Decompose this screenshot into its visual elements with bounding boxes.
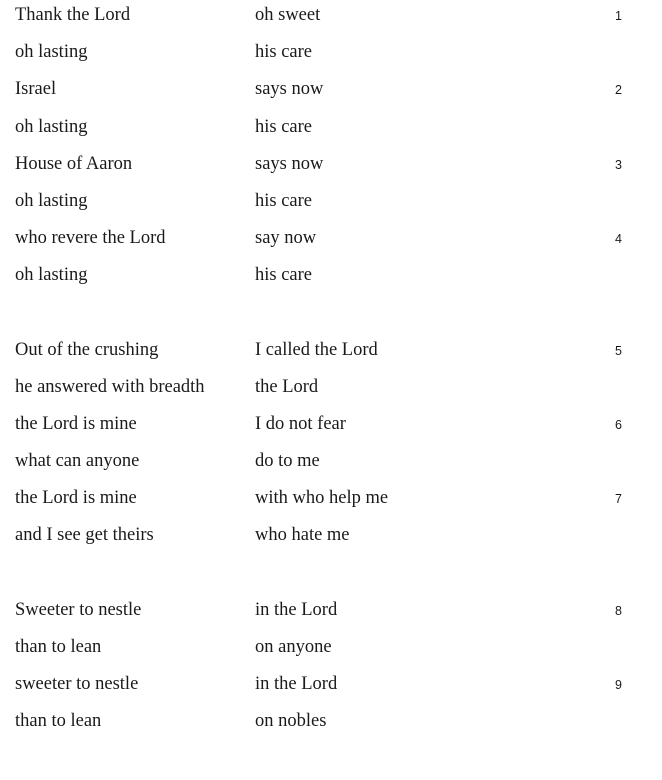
- poem-line: [0, 372, 662, 409]
- line-first-half: what can anyone: [15, 451, 140, 472]
- line-second-half: the Lord: [255, 376, 319, 397]
- poem-line: [0, 0, 662, 37]
- stanza: [0, 0, 662, 298]
- line-second-half: his care: [255, 42, 313, 63]
- verse-number: 7: [615, 492, 622, 507]
- line-second-half: on nobles: [255, 711, 327, 732]
- poem-line: [0, 223, 662, 260]
- line-second-half: in the Lord: [255, 674, 338, 694]
- line-first-half: oh lasting: [15, 42, 88, 63]
- line-second-half: who hate me: [255, 525, 350, 546]
- verse-number: 6: [615, 417, 622, 432]
- poem-line: [0, 149, 662, 186]
- line-first-half: Sweeter to nestle: [15, 599, 142, 620]
- verse-number: 8: [615, 603, 622, 618]
- line-first-half: and I see get theirs: [15, 525, 154, 546]
- line-first-half: Israel: [15, 79, 57, 100]
- line-first-half: House of Aaron: [15, 153, 133, 174]
- line-second-half: says now: [255, 153, 324, 174]
- line-first-half: than to lean: [15, 636, 102, 657]
- line-second-half: say now: [255, 228, 317, 249]
- line-first-half: oh lasting: [15, 190, 88, 211]
- line-first-half: Thank the Lord: [15, 5, 131, 25]
- line-second-half: in the Lord: [255, 599, 338, 620]
- line-first-half: the Lord is mine: [15, 488, 137, 509]
- line-first-half: who revere the Lord: [15, 228, 166, 249]
- poem-line: [0, 483, 662, 520]
- line-second-half: oh sweet: [255, 5, 321, 25]
- line-second-half: I called the Lord: [255, 339, 378, 360]
- line-first-half: he answered with breadth: [15, 376, 205, 397]
- verse-number: 4: [615, 232, 622, 247]
- poem-line: [0, 335, 662, 372]
- line-first-half: than to lean: [15, 711, 102, 732]
- line-first-half: oh lasting: [15, 116, 88, 137]
- poem-line: [0, 706, 662, 743]
- line-second-half: do to me: [255, 451, 320, 472]
- verse-number: 3: [615, 157, 622, 172]
- poem-line: [0, 186, 662, 223]
- line-second-half: his care: [255, 190, 313, 211]
- line-second-half: on anyone: [255, 636, 332, 657]
- line-second-half: says now: [255, 79, 324, 100]
- poem-line: [0, 669, 662, 706]
- stanza: [0, 335, 662, 558]
- verse-number: 1: [615, 9, 622, 23]
- line-second-half: his care: [255, 116, 313, 137]
- line-second-half: with who help me: [255, 488, 389, 509]
- line-first-half: sweeter to nestle: [15, 674, 139, 694]
- stanza: [0, 595, 662, 744]
- poem-line: [0, 520, 662, 557]
- line-second-half: I do not fear: [255, 413, 346, 434]
- poem-line: [0, 409, 662, 446]
- poem-line: [0, 632, 662, 669]
- verse-number: 5: [615, 343, 622, 358]
- line-first-half: the Lord is mine: [15, 413, 137, 434]
- poem-line: [0, 595, 662, 632]
- poem-line: [0, 74, 662, 111]
- poem-line: [0, 260, 662, 297]
- verse-number: 2: [615, 83, 622, 98]
- poem-line: [0, 37, 662, 74]
- poem-line: [0, 446, 662, 483]
- line-first-half: oh lasting: [15, 265, 88, 286]
- verse-number: 9: [615, 678, 622, 692]
- line-first-half: Out of the crushing: [15, 339, 159, 360]
- line-second-half: his care: [255, 265, 313, 286]
- poem-line: [0, 112, 662, 149]
